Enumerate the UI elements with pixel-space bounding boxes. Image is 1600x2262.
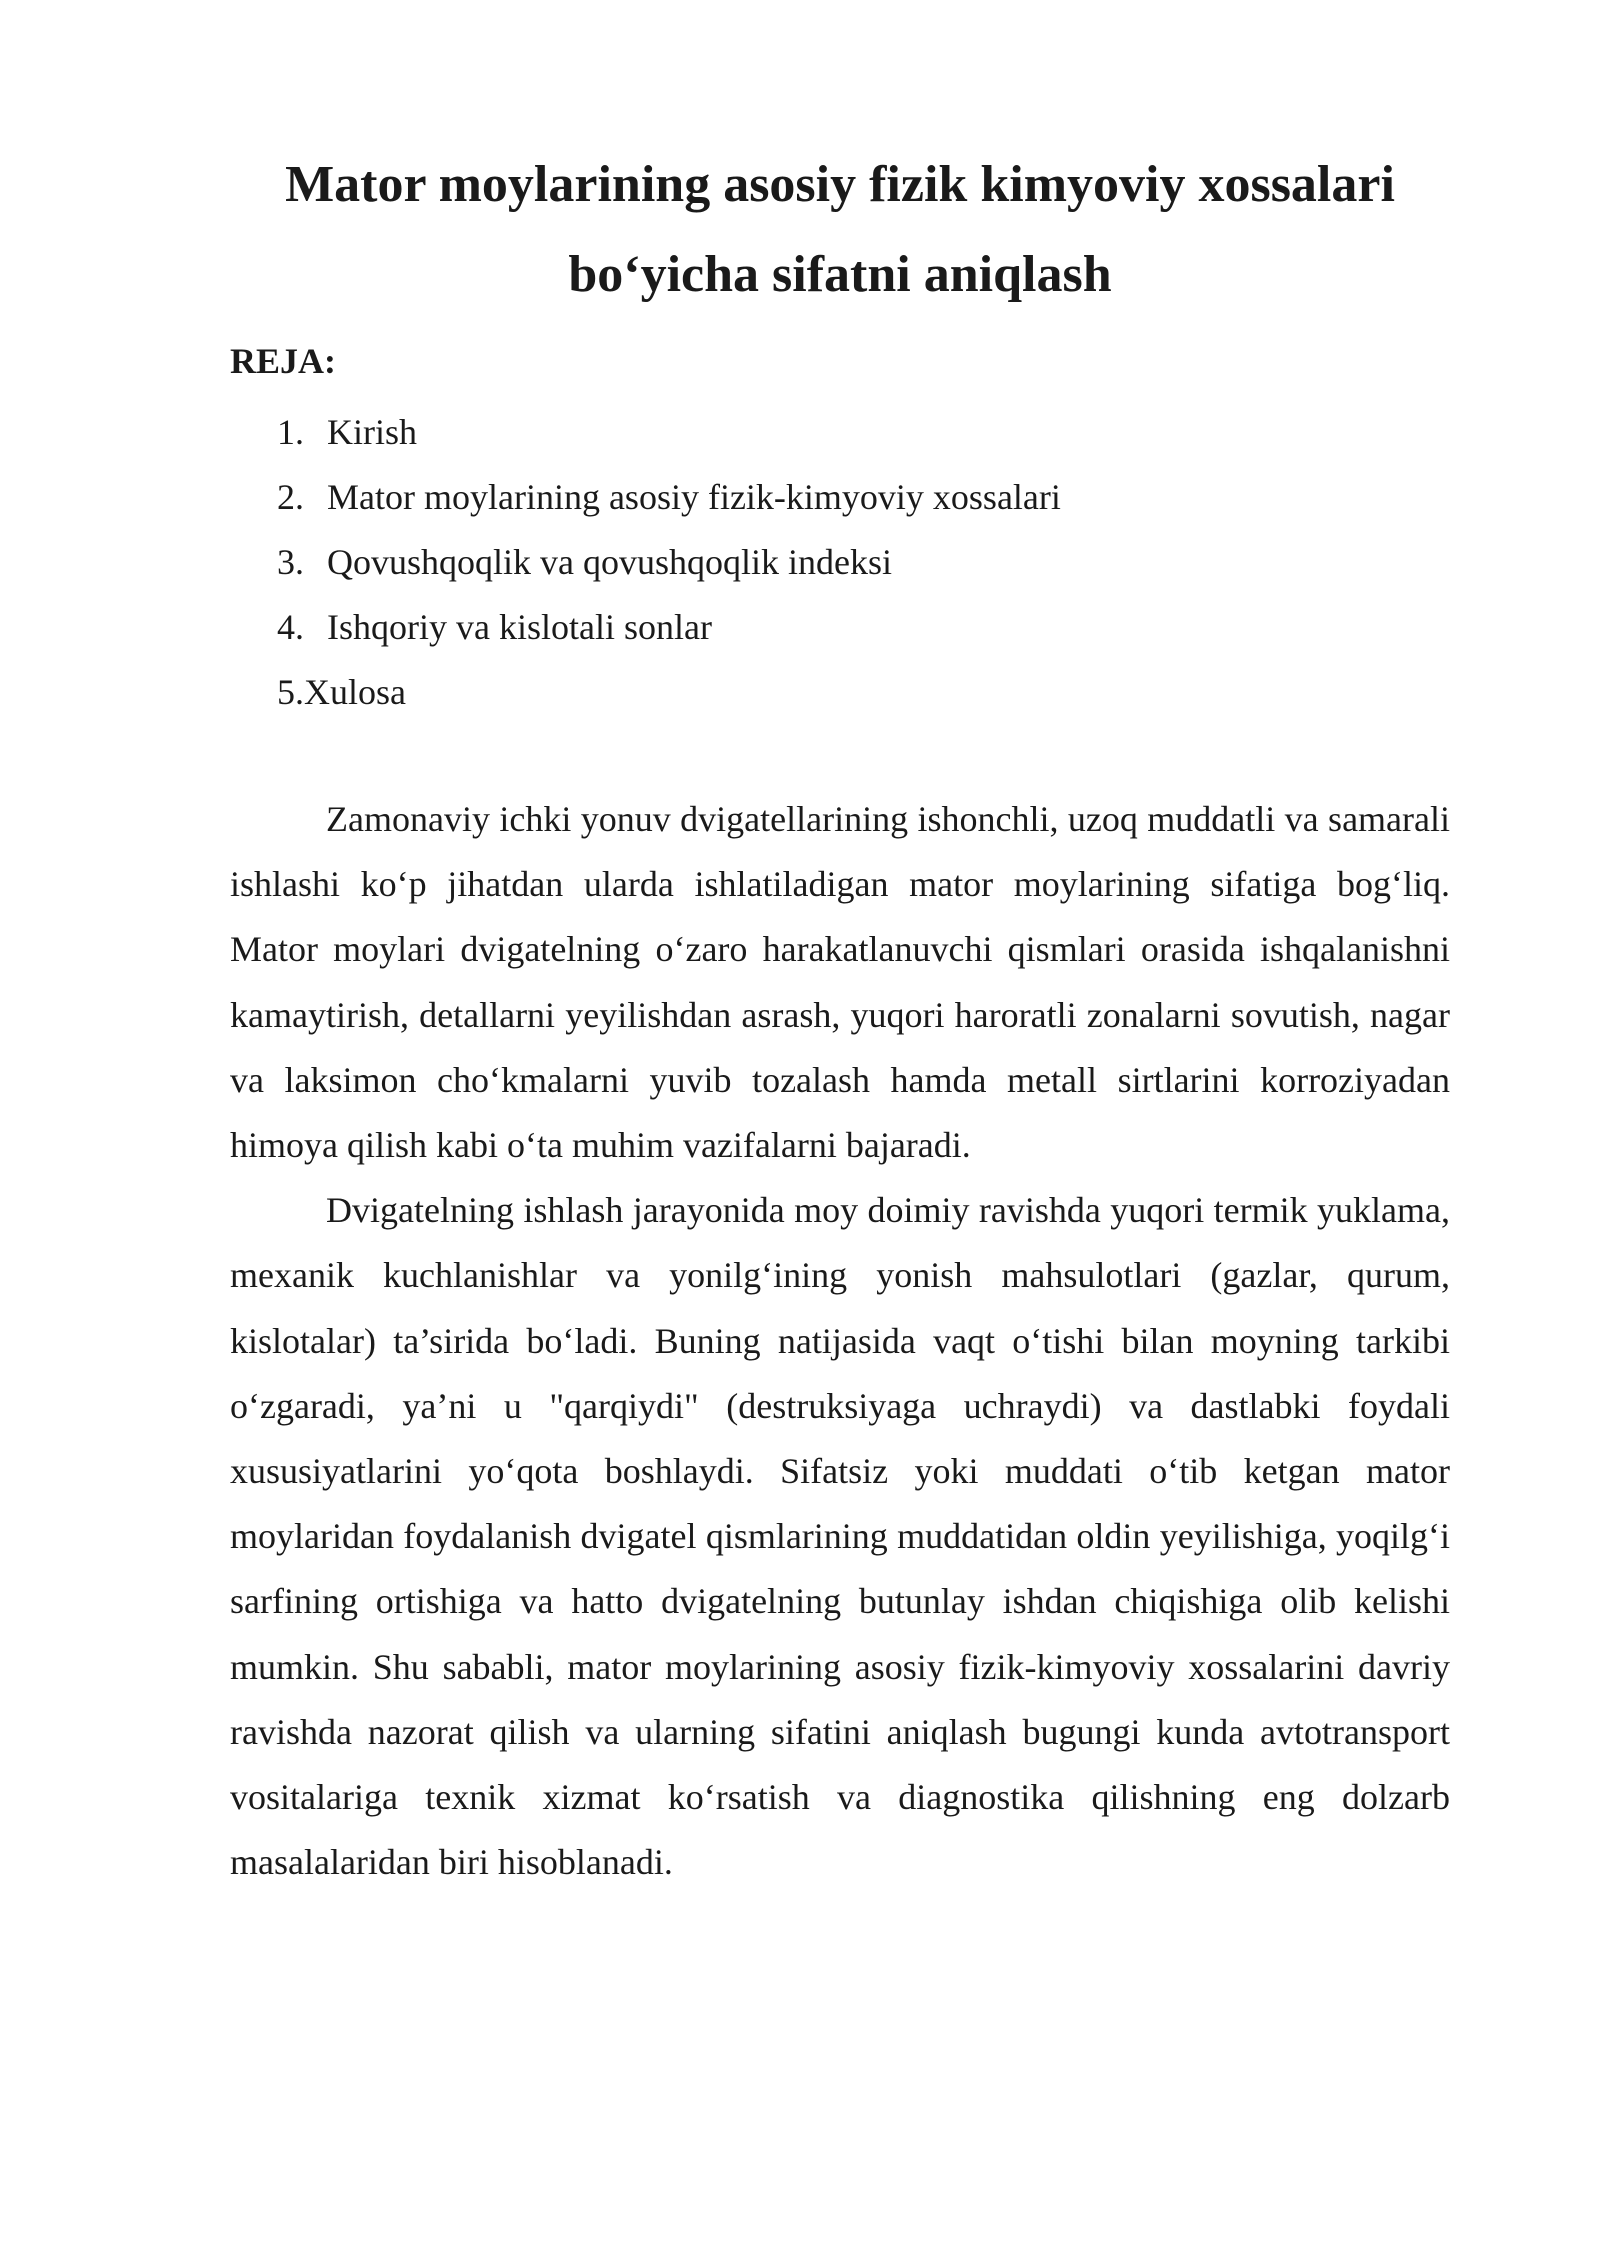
plan-item <box>277 465 1061 530</box>
body-text <box>230 787 1450 1895</box>
title-line-2: bo‘yicha sifatni aniqlash <box>568 246 1112 303</box>
plan-item-text: Xulosa <box>304 672 406 712</box>
plan-item-number: 5. <box>277 672 304 712</box>
plan-item <box>277 595 1061 660</box>
plan-item <box>277 660 1061 725</box>
plan-item <box>277 400 1061 465</box>
plan-item-number: 1. <box>277 412 304 452</box>
title-line-1: Mator moylarining asosiy fizik kimyoviy xossalari <box>285 156 1395 213</box>
document-title <box>230 140 1450 320</box>
plan-item <box>277 530 1061 595</box>
plan-item-number: 4. <box>277 607 304 647</box>
plan-item-text: Mator moylarining asosiy fizik-kimyoviy xossalari <box>327 477 1061 517</box>
plan-item-text: Qovushqoqlik va qovushqoqlik indeksi <box>327 542 892 582</box>
plan-item-number: 2. <box>277 477 304 517</box>
plan-list <box>277 400 1061 725</box>
paragraph-1: Zamonaviy ichki yonuv dvigatellarining ishonchli, uzoq muddatli va samarali ishlashi ko‘p jihatdan ularda ishlatiladigan mator moylarining sifatiga bog‘liq. Mator moylari dvigatelning o‘zaro harakatlanuvchi qismlari orasida ishqalanishni kamaytirish, detallarni yeyilishdan asrash, yuqori haroratli zonalarni sovutish, nagar va laksimon cho‘kmalarni yuvib tozalash hamda metall sirtlarini korroziyadan himoya qilish kabi o‘ta muhim vazifalarni bajaradi. <box>230 799 1450 1166</box>
plan-item-number: 3. <box>277 542 304 582</box>
paragraph-2: Dvigatelning ishlash jarayonida moy doimiy ravishda yuqori termik yuklama, mexanik kuchlanishlar va yonilg‘ining yonish mahsulotlari (gazlar, qurum, kislotalar) ta’sirida bo‘ladi. Buning natijasida vaqt o‘tishi bilan moyning tarkibi o‘zgaradi, ya’ni u "qarqiydi" (destruksiyaga uchraydi) va dastlabki foydali xususiyatlarini yo‘qota boshlaydi. Sifatsiz yoki muddati o‘tib ketgan mator moylaridan foydalanish dvigatel qismlarining muddatidan oldin yeyilishiga, yoqilg‘i sarfining ortishiga va hatto dvigatelning butunlay ishdan chiqishiga olib kelishi mumkin. Shu sababli, mator moylarining asosiy fizik-kimyoviy xossalarini davriy ravishda nazorat qilish va ularning sifatini aniqlash bugungi kunda avtotransport vositalariga texnik xizmat ko‘rsatish va diagnostika qilishning eng dolzarb masalalaridan biri hisoblanadi. <box>230 1190 1450 1883</box>
plan-heading: REJA: <box>230 341 336 381</box>
plan-item-text: Kirish <box>327 412 417 452</box>
plan-item-text: Ishqoriy va kislotali sonlar <box>327 607 712 647</box>
